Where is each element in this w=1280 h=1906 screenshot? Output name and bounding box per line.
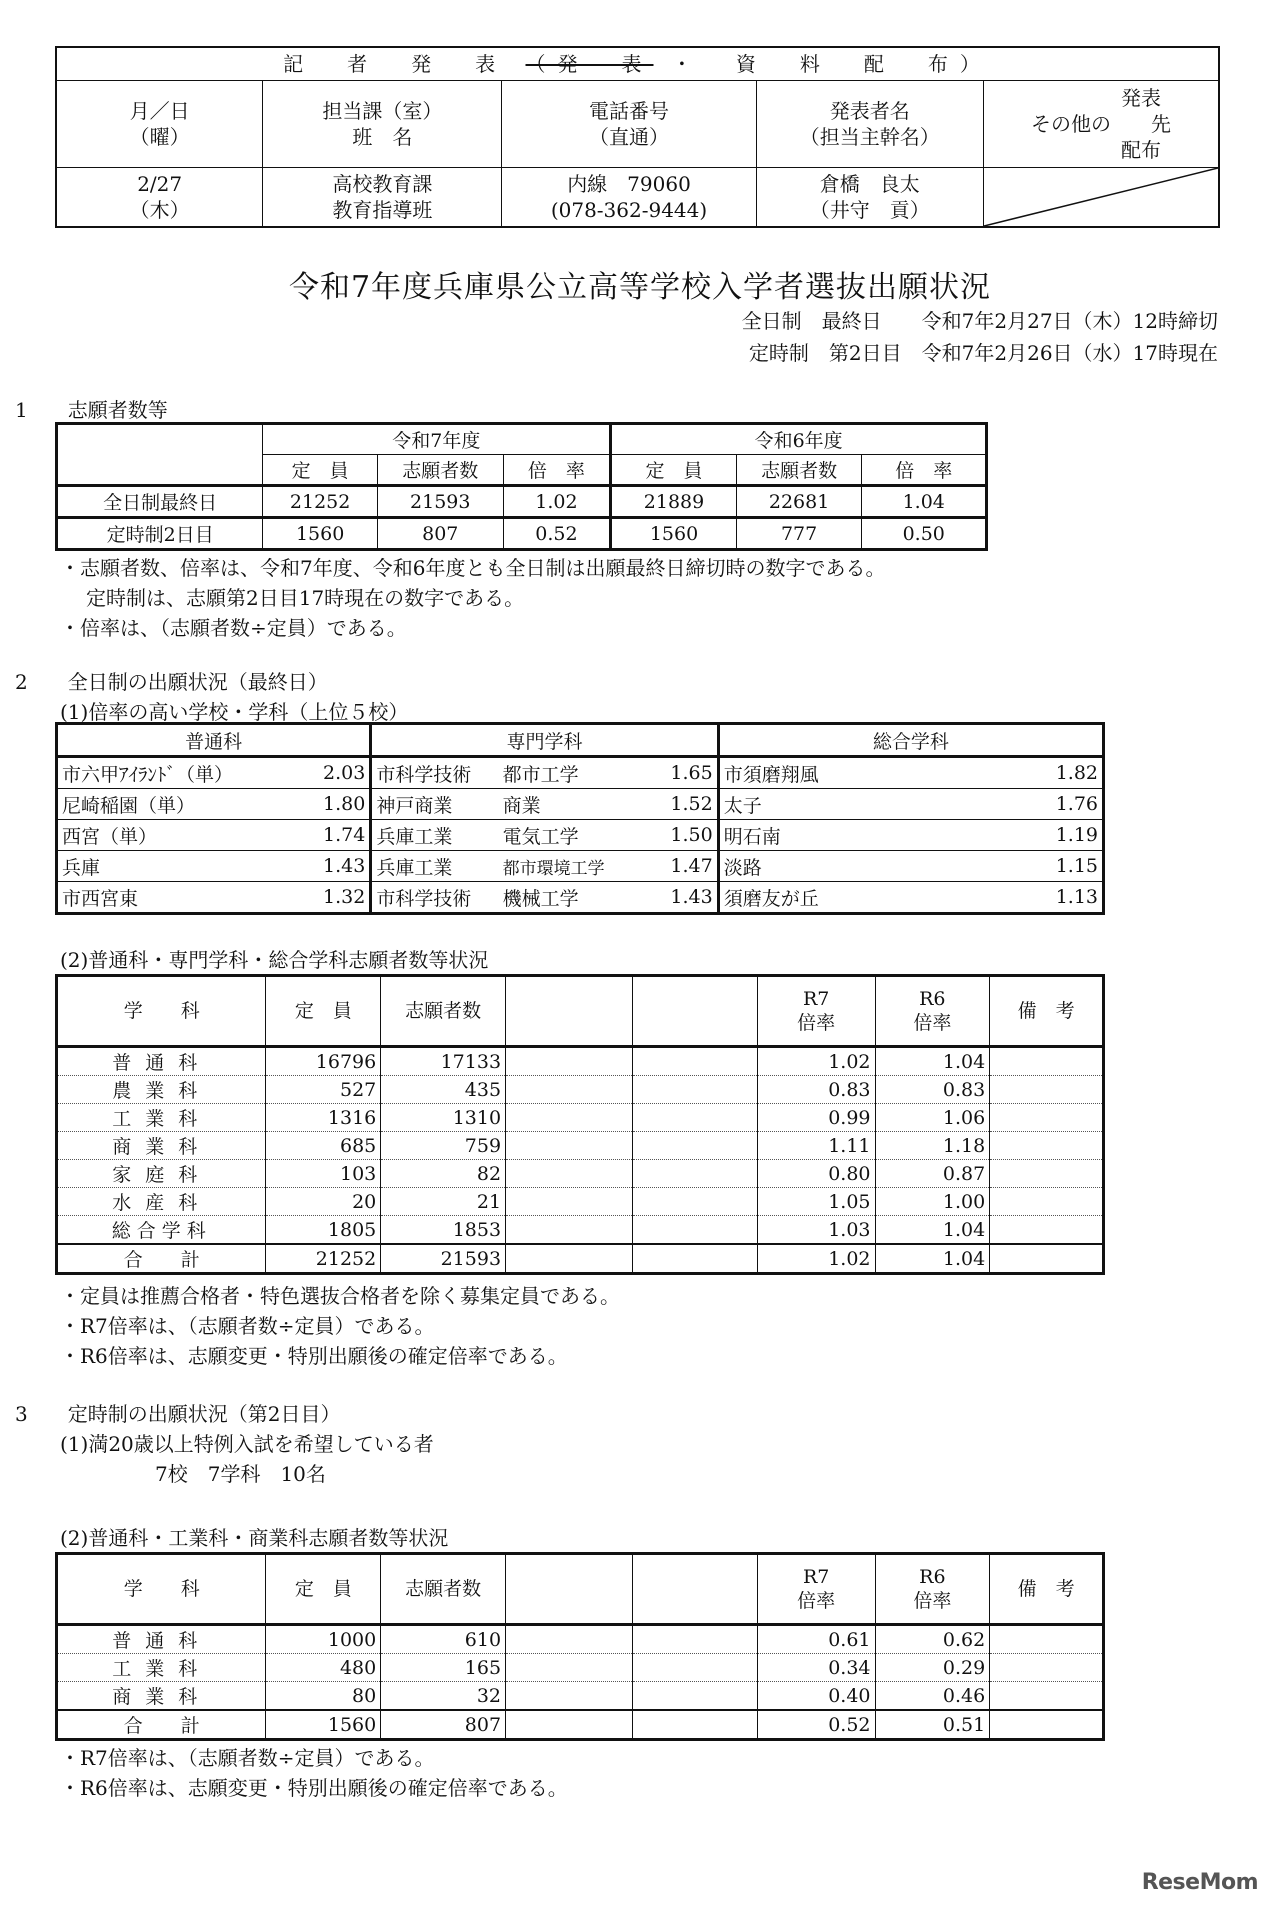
cell: 777 bbox=[736, 518, 862, 550]
ratio: 1.52 bbox=[638, 789, 718, 820]
subject-name: 農業科 bbox=[57, 1076, 266, 1104]
ratio-r6: 0.29 bbox=[875, 1654, 990, 1682]
col-r7: R7 倍率 bbox=[757, 1554, 875, 1625]
subject-name: 商業科 bbox=[57, 1132, 266, 1160]
ratio-r7: 0.34 bbox=[757, 1654, 875, 1682]
header-title bbox=[56, 47, 1219, 81]
school-name: 市科学技術 bbox=[371, 882, 499, 914]
category-header: 総合学科 bbox=[718, 724, 1103, 757]
col-subject: 学 科 bbox=[57, 1554, 266, 1625]
empty-col bbox=[633, 976, 757, 1047]
parttime-subject-table bbox=[55, 1552, 1105, 1741]
applicants: 32 bbox=[381, 1682, 506, 1711]
col-applicants: 志願者数 bbox=[381, 1554, 506, 1625]
ratio-r6: 1.00 bbox=[875, 1188, 990, 1216]
table-row bbox=[57, 1188, 1104, 1216]
ratio-r7: 0.40 bbox=[757, 1682, 875, 1711]
note: ・倍率は、（志願者数÷定員）である。 bbox=[60, 616, 407, 640]
row-label: 定時制2日目 bbox=[57, 518, 263, 550]
empty-col bbox=[633, 1554, 757, 1625]
department: 商業 bbox=[499, 789, 639, 820]
note: ・R6倍率は、志願変更・特別出願後の確定倍率である。 bbox=[60, 1344, 568, 1368]
col-date-header: 月／日 （曜） bbox=[56, 81, 263, 168]
school-name: 市須磨翔風 bbox=[718, 757, 1007, 789]
capacity: 16796 bbox=[266, 1047, 381, 1076]
applicants: 21593 bbox=[381, 1244, 506, 1274]
header-title-strike: （発 表 bbox=[525, 52, 654, 76]
subject-name: 工業科 bbox=[57, 1654, 266, 1682]
section3-sub1: (1)満20歳以上特例入試を希望している者 bbox=[60, 1432, 434, 1456]
section3-heading: 3 定時制の出願状況（第2日目） bbox=[15, 1402, 341, 1426]
applicants: 610 bbox=[381, 1625, 506, 1654]
col-remark: 備 考 bbox=[990, 1554, 1104, 1625]
header-title-right: ・ 資 料 配 布） bbox=[671, 52, 992, 76]
applicants: 165 bbox=[381, 1654, 506, 1682]
applicants-table bbox=[55, 422, 988, 551]
col-r6: R6 倍率 bbox=[875, 976, 990, 1047]
capacity: 480 bbox=[266, 1654, 381, 1682]
school-name: 兵庫工業 bbox=[371, 820, 499, 851]
year-b-header: 令和6年度 bbox=[611, 424, 987, 455]
val-person: 倉橋 良太 （井守 貢） bbox=[756, 168, 983, 228]
ratio: 1.74 bbox=[271, 820, 371, 851]
capacity: 1560 bbox=[266, 1710, 381, 1740]
note: ・定員は推薦合格者・特色選抜合格者を除く募集定員である。 bbox=[60, 1284, 620, 1308]
school-name: 市科学技術 bbox=[371, 757, 499, 789]
capacity: 80 bbox=[266, 1682, 381, 1711]
ratio: 1.13 bbox=[1007, 882, 1104, 914]
capacity: 21252 bbox=[266, 1244, 381, 1274]
capacity: 1316 bbox=[266, 1104, 381, 1132]
resemom-logo: ReseMom bbox=[1141, 1870, 1258, 1895]
cell: 1.02 bbox=[503, 486, 611, 518]
total-label: 合 計 bbox=[57, 1244, 266, 1274]
total-row bbox=[57, 1244, 1104, 1274]
ratio-r7: 0.61 bbox=[757, 1625, 875, 1654]
ratio: 1.80 bbox=[271, 789, 371, 820]
col-applicants: 志願者数 bbox=[381, 976, 506, 1047]
col-header: 志願者数 bbox=[377, 455, 503, 486]
ratio: 1.43 bbox=[638, 882, 718, 914]
school-name: 兵庫工業 bbox=[371, 851, 499, 882]
col-capacity: 定 員 bbox=[266, 976, 381, 1047]
school-name: 市六甲ｱｲﾗﾝﾄﾞ（単） bbox=[57, 757, 272, 789]
department: 都市工学 bbox=[499, 757, 639, 789]
top-ratio-table bbox=[55, 722, 1105, 915]
section2-heading: 2 全日制の出願状況（最終日） bbox=[15, 670, 328, 694]
ratio-r6: 1.04 bbox=[875, 1244, 990, 1274]
section3-sub2: (2)普通科・工業科・商業科志願者数等状況 bbox=[60, 1526, 449, 1550]
ratio-r7: 1.02 bbox=[757, 1244, 875, 1274]
capacity: 20 bbox=[266, 1188, 381, 1216]
note: ・志願者数、倍率は、令和7年度、令和6年度とも全日制は出願最終日締切時の数字である。 bbox=[60, 556, 886, 580]
category-header: 専門学科 bbox=[371, 724, 718, 757]
ratio-r6: 1.06 bbox=[875, 1104, 990, 1132]
cell: 807 bbox=[377, 518, 503, 550]
col-header: 志願者数 bbox=[736, 455, 862, 486]
school-name: 神戸商業 bbox=[371, 789, 499, 820]
ratio-r6: 0.51 bbox=[875, 1710, 990, 1740]
applicants: 435 bbox=[381, 1076, 506, 1104]
col-r6: R6 倍率 bbox=[875, 1554, 990, 1625]
capacity: 685 bbox=[266, 1132, 381, 1160]
school-name: 市西宮東 bbox=[57, 882, 272, 914]
val-date: 2/27 （木） bbox=[56, 168, 263, 228]
cell: 21889 bbox=[611, 486, 737, 518]
col-capacity: 定 員 bbox=[266, 1554, 381, 1625]
total-label: 合 計 bbox=[57, 1710, 266, 1740]
capacity: 103 bbox=[266, 1160, 381, 1188]
capacity: 527 bbox=[266, 1076, 381, 1104]
ratio-r6: 0.46 bbox=[875, 1682, 990, 1711]
table-row bbox=[57, 1047, 1104, 1076]
col-header: 倍 率 bbox=[503, 455, 611, 486]
document-title: 令和7年度兵庫県公立高等学校入学者選抜出願状況 bbox=[288, 270, 992, 305]
applicants: 1853 bbox=[381, 1216, 506, 1245]
applicants: 17133 bbox=[381, 1047, 506, 1076]
deadline-fulltime: 全日制 最終日 令和7年2月27日（木）12時締切 bbox=[741, 309, 1218, 333]
note: ・R7倍率は、（志願者数÷定員）である。 bbox=[60, 1746, 435, 1770]
ratio-r6: 1.04 bbox=[875, 1216, 990, 1245]
school-name: 兵庫 bbox=[57, 851, 272, 882]
school-name: 太子 bbox=[718, 789, 1007, 820]
cell: 1560 bbox=[263, 518, 378, 550]
cell: 0.52 bbox=[503, 518, 611, 550]
ratio-r6: 0.87 bbox=[875, 1160, 990, 1188]
table-row bbox=[57, 789, 1104, 820]
header-title-left: 記 者 発 表 bbox=[283, 52, 508, 76]
applicants: 21 bbox=[381, 1188, 506, 1216]
table-row bbox=[57, 1076, 1104, 1104]
section3-sub1-value: 7校 7学科 10名 bbox=[155, 1462, 326, 1486]
subject-name: 普通科 bbox=[57, 1625, 266, 1654]
ratio-r6: 0.62 bbox=[875, 1625, 990, 1654]
ratio-r7: 0.83 bbox=[757, 1076, 875, 1104]
note: 定時制は、志願第2日目17時現在の数字である。 bbox=[86, 586, 525, 610]
note: ・R7倍率は、（志願者数÷定員）である。 bbox=[60, 1314, 435, 1338]
val-tel: 内線 79060 (078-362-9444) bbox=[502, 168, 756, 228]
note: ・R6倍率は、志願変更・特別出願後の確定倍率である。 bbox=[60, 1776, 568, 1800]
ratio-r6: 0.83 bbox=[875, 1076, 990, 1104]
section1-heading: 1 志願者数等 bbox=[15, 398, 168, 422]
applicants: 1310 bbox=[381, 1104, 506, 1132]
col-header: 倍 率 bbox=[862, 455, 987, 486]
department: 機械工学 bbox=[499, 882, 639, 914]
ratio: 1.82 bbox=[1007, 757, 1104, 789]
subject-name: 水産科 bbox=[57, 1188, 266, 1216]
empty-col bbox=[506, 976, 633, 1047]
table-row bbox=[57, 1682, 1104, 1711]
table-row bbox=[57, 882, 1104, 914]
school-name: 西宮（単） bbox=[57, 820, 272, 851]
table-row bbox=[57, 1625, 1104, 1654]
col-header: 定 員 bbox=[263, 455, 378, 486]
cell: 0.50 bbox=[862, 518, 987, 550]
department: 電気工学 bbox=[499, 820, 639, 851]
ratio-r7: 0.99 bbox=[757, 1104, 875, 1132]
cell: 1.04 bbox=[862, 486, 987, 518]
applicants: 82 bbox=[381, 1160, 506, 1188]
table-row bbox=[57, 851, 1104, 882]
cell: 1560 bbox=[611, 518, 737, 550]
applicants: 759 bbox=[381, 1132, 506, 1160]
col-other-header: 発表 その他の 先 配布 bbox=[983, 81, 1219, 168]
empty-col bbox=[506, 1554, 633, 1625]
table-row bbox=[57, 1160, 1104, 1188]
school-name: 淡路 bbox=[718, 851, 1007, 882]
ratio-r7: 1.05 bbox=[757, 1188, 875, 1216]
subject-name: 普通科 bbox=[57, 1047, 266, 1076]
ratio: 1.32 bbox=[271, 882, 371, 914]
blank-corner bbox=[57, 424, 263, 486]
category-header: 普通科 bbox=[57, 724, 371, 757]
subject-name: 商業科 bbox=[57, 1682, 266, 1711]
capacity: 1000 bbox=[266, 1625, 381, 1654]
col-remark: 備 考 bbox=[990, 976, 1104, 1047]
col-r7: R7 倍率 bbox=[757, 976, 875, 1047]
table-row bbox=[57, 1104, 1104, 1132]
total-row bbox=[57, 1710, 1104, 1740]
department: 都市環境工学 bbox=[499, 851, 639, 882]
cell: 21593 bbox=[377, 486, 503, 518]
ratio-r7: 0.52 bbox=[757, 1710, 875, 1740]
press-release-header bbox=[55, 46, 1220, 228]
subject-name: 工業科 bbox=[57, 1104, 266, 1132]
ratio-r7: 0.80 bbox=[757, 1160, 875, 1188]
table-row bbox=[57, 1132, 1104, 1160]
val-other-diagonal bbox=[983, 168, 1219, 228]
section2-sub1: (1)倍率の高い学校・学科（上位５校） bbox=[60, 700, 409, 724]
subject-name: 家庭科 bbox=[57, 1160, 266, 1188]
table-row bbox=[57, 1216, 1104, 1245]
table-row bbox=[57, 820, 1104, 851]
applicants: 807 bbox=[381, 1710, 506, 1740]
ratio: 1.65 bbox=[638, 757, 718, 789]
ratio: 1.19 bbox=[1007, 820, 1104, 851]
ratio: 2.03 bbox=[271, 757, 371, 789]
ratio: 1.50 bbox=[638, 820, 718, 851]
table-row bbox=[57, 757, 1104, 789]
ratio-r6: 1.18 bbox=[875, 1132, 990, 1160]
cell: 22681 bbox=[736, 486, 862, 518]
ratio: 1.47 bbox=[638, 851, 718, 882]
col-dept-header: 担当課（室） 班 名 bbox=[263, 81, 502, 168]
section2-sub2: (2)普通科・専門学科・総合学科志願者数等状況 bbox=[60, 948, 489, 972]
diagonal-line bbox=[984, 168, 1218, 226]
ratio-r7: 1.03 bbox=[757, 1216, 875, 1245]
row-label: 全日制最終日 bbox=[57, 486, 263, 518]
col-tel-header: 電話番号 （直通） bbox=[502, 81, 756, 168]
ratio-r7: 1.11 bbox=[757, 1132, 875, 1160]
col-subject: 学 科 bbox=[57, 976, 266, 1047]
col-header: 定 員 bbox=[611, 455, 737, 486]
table-row bbox=[57, 1654, 1104, 1682]
col-person-header: 発表者名 （担当主幹名） bbox=[756, 81, 983, 168]
year-a-header: 令和7年度 bbox=[263, 424, 611, 455]
school-name: 須磨友が丘 bbox=[718, 882, 1007, 914]
capacity: 1805 bbox=[266, 1216, 381, 1245]
deadline-parttime: 定時制 第2日目 令和7年2月26日（水）17時現在 bbox=[748, 341, 1218, 365]
ratio-r7: 1.02 bbox=[757, 1047, 875, 1076]
ratio-r6: 1.04 bbox=[875, 1047, 990, 1076]
cell: 21252 bbox=[263, 486, 378, 518]
ratio: 1.76 bbox=[1007, 789, 1104, 820]
ratio: 1.43 bbox=[271, 851, 371, 882]
val-dept: 高校教育課 教育指導班 bbox=[263, 168, 502, 228]
ratio: 1.15 bbox=[1007, 851, 1104, 882]
school-name: 尼崎稲園（単） bbox=[57, 789, 272, 820]
subject-name: 総合学科 bbox=[57, 1216, 266, 1245]
fulltime-subject-table bbox=[55, 974, 1105, 1275]
school-name: 明石南 bbox=[718, 820, 1007, 851]
